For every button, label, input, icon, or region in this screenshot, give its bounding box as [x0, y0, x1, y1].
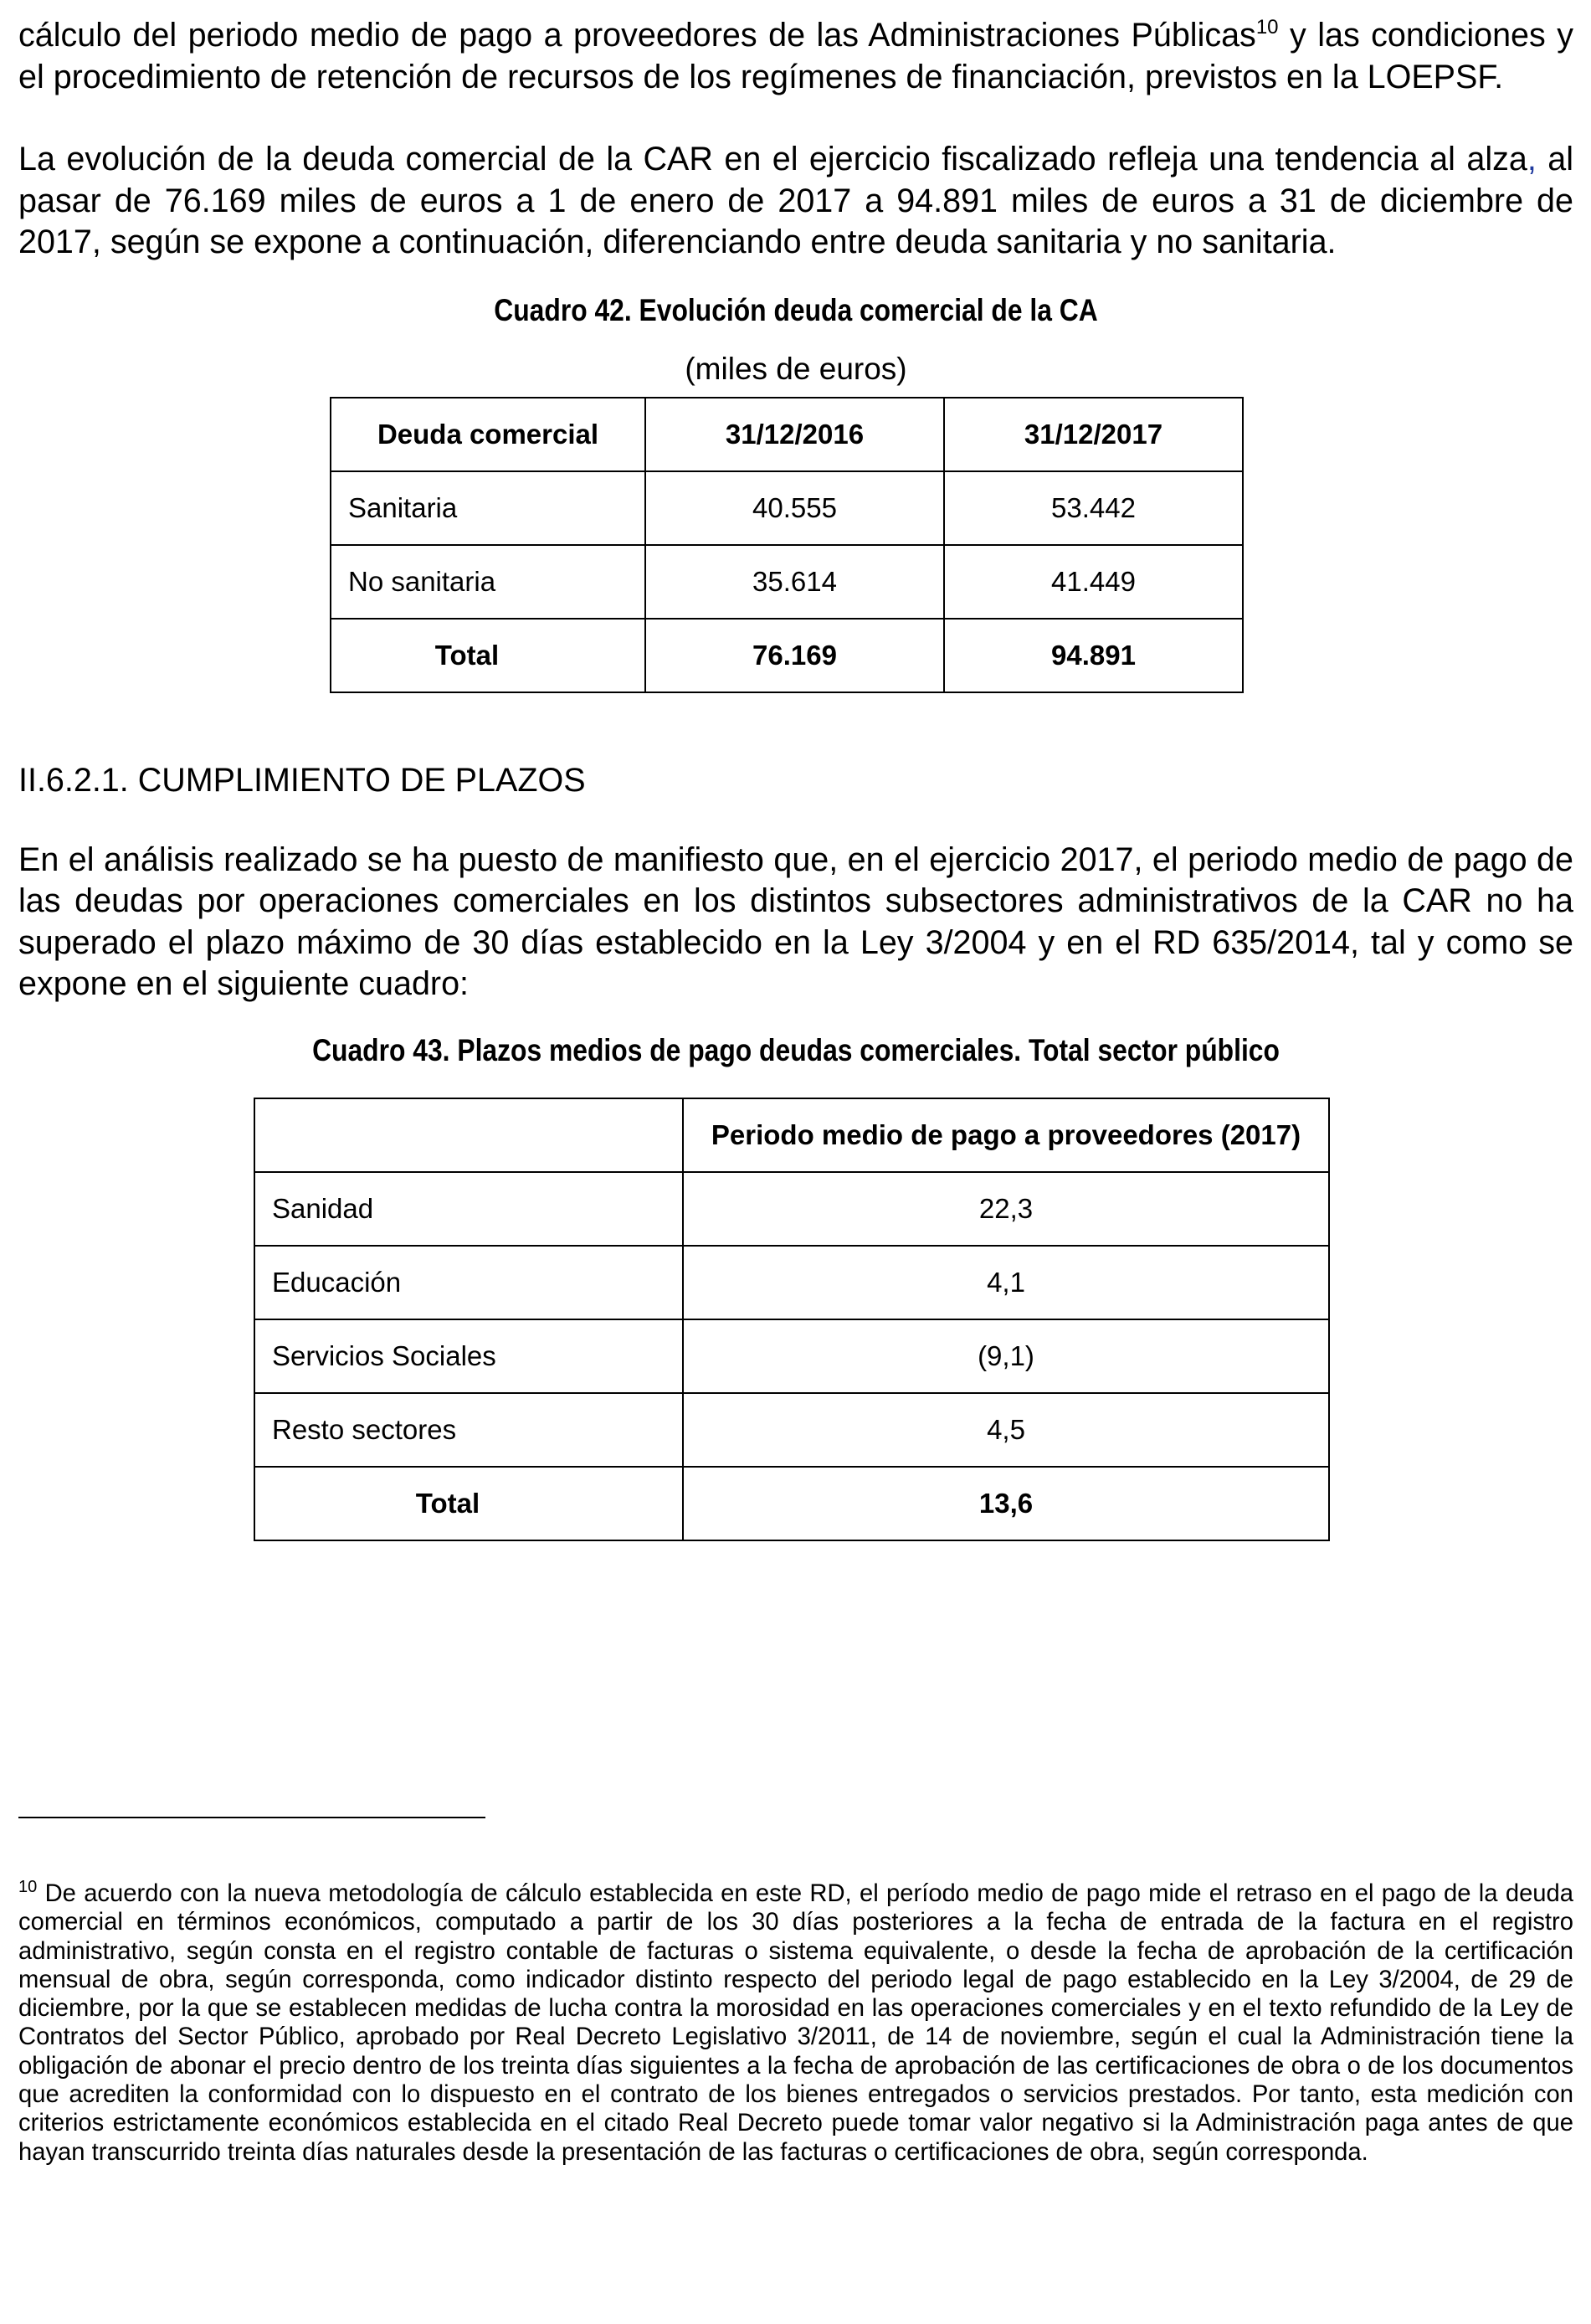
section-title: II.6.2.1. CUMPLIMIENTO DE PLAZOS [18, 761, 586, 799]
paragraph-evolution-text: La evolución de la deuda comercial de la CAR en el ejercicio fiscalizado refleja una tendencia al alza [18, 141, 1527, 177]
row-label: Sanidad [254, 1172, 683, 1246]
table43-total-row [254, 1467, 1329, 1540]
cell-value: 41.449 [944, 545, 1243, 619]
table43-header-cell: Periodo medio de pago a proveedores (2017) [683, 1098, 1329, 1172]
table43-header-empty [254, 1098, 683, 1172]
cell-value: 22,3 [683, 1172, 1329, 1246]
paragraph-evolution-text-end: al pasar de 76.169 miles de euros a 1 de enero de 2017 a 94.891 miles de euros a 31 de diciembre de 2017, según se expone a continuación, diferenciando entre deuda sanitaria y no sanitaria. [18, 141, 1573, 260]
footnote-separator [18, 1817, 485, 1818]
paragraph-evolution [18, 139, 1573, 264]
table42-total-row [331, 619, 1243, 692]
table-row [254, 1172, 1329, 1246]
table43-header-row [254, 1098, 1329, 1172]
table42-header-cell: Deuda comercial [331, 398, 645, 471]
table42 [330, 397, 1244, 693]
cell-value: 4,1 [683, 1246, 1329, 1319]
cell-value: 4,5 [683, 1393, 1329, 1467]
table42-header-row [331, 398, 1243, 471]
paragraph-intro-text-end: y las condiciones y el procedimiento de retención de recursos de los regímenes de financiación, previstos en la LOEPSF. [18, 17, 1573, 95]
table-row [254, 1393, 1329, 1467]
table-row [254, 1246, 1329, 1319]
table-row [331, 545, 1243, 619]
document-page [18, 15, 1573, 1541]
total-value: 76.169 [645, 619, 944, 692]
cell-value: 35.614 [645, 545, 944, 619]
table42-header-cell: 31/12/2016 [645, 398, 944, 471]
total-label: Total [254, 1467, 683, 1540]
table42-units: (miles de euros) [685, 351, 907, 386]
paragraph-evolution-comma: , [1527, 141, 1537, 177]
row-label: Educación [254, 1246, 683, 1319]
footnote-ref[interactable]: 10 [1255, 16, 1279, 39]
paragraph-intro-text: cálculo del periodo medio de pago a proveedores de las Administraciones Públicas [18, 17, 1256, 54]
cell-value: 40.555 [645, 471, 944, 545]
cell-value: 53.442 [944, 471, 1243, 545]
paragraph-analysis: En el análisis realizado se ha puesto de manifiesto que, en el ejercicio 2017, el periodo medio de pago de las deudas por operaciones comerciales en los distintos subsectores administrativos de la CAR no ha superado el plazo máximo de 30 días establecido en la Ley 3/2004 y en el RD 635/2014, tal y como se expone en el siguiente cuadro: [18, 841, 1573, 1002]
table43 [254, 1098, 1330, 1541]
footnote-number: 10 [18, 1878, 38, 1896]
row-label: No sanitaria [331, 545, 645, 619]
table43-caption: Cuadro 43. Plazos medios de pago deudas comerciales. Total sector público [312, 1032, 1280, 1067]
total-value: 13,6 [683, 1467, 1329, 1540]
cell-value: (9,1) [683, 1319, 1329, 1393]
table42-header-cell: 31/12/2017 [944, 398, 1243, 471]
table-row [331, 471, 1243, 545]
total-value: 94.891 [944, 619, 1243, 692]
table42-caption: Cuadro 42. Evolución deuda comercial de la CA [494, 292, 1098, 327]
row-label: Servicios Sociales [254, 1319, 683, 1393]
table-row [254, 1319, 1329, 1393]
footnote [18, 1879, 1573, 2167]
footnote-text: De acuerdo con la nueva metodología de cálculo establecida en este RD, el período medio de pago mide el retraso en el pago de la deuda comercial en términos económicos, computado a partir de los 30 días posteriores a la fecha de entrada de la factura en el registro administrativo, según consta en el registro contable de facturas o sistema equivalente, o desde la fecha de aprobación de la certificación mensual de obra, según corresponda, como indicador distinto respecto del periodo legal de pago establecido en la Ley 3/2004, de 29 de diciembre, por la que se establecen medidas de lucha contra la morosidad en las operaciones comerciales y en el texto refundido de la Ley de Contratos del Sector Público, aprobado por Real Decreto Legislativo 3/2011, de 14 de noviembre, según el cual la Administración tiene la obligación de abonar el precio dentro de los treinta días siguientes a la fecha de aprobación de las certificaciones de obra o de los documentos que acrediten la conformidad con lo dispuesto en el contrato de los bienes entregados o servicios prestados. Por tanto, esta medición con criterios estrictamente económicos establecida en el citado Real Decreto puede tomar valor negativo si la Administración paga antes de que hayan transcurrido treinta días naturales desde la presentación de las facturas o certificaciones de obra, según corresponda. [18, 1880, 1573, 2166]
paragraph-intro [18, 15, 1573, 98]
row-label: Sanitaria [331, 471, 645, 545]
row-label: Resto sectores [254, 1393, 683, 1467]
total-label: Total [331, 619, 645, 692]
